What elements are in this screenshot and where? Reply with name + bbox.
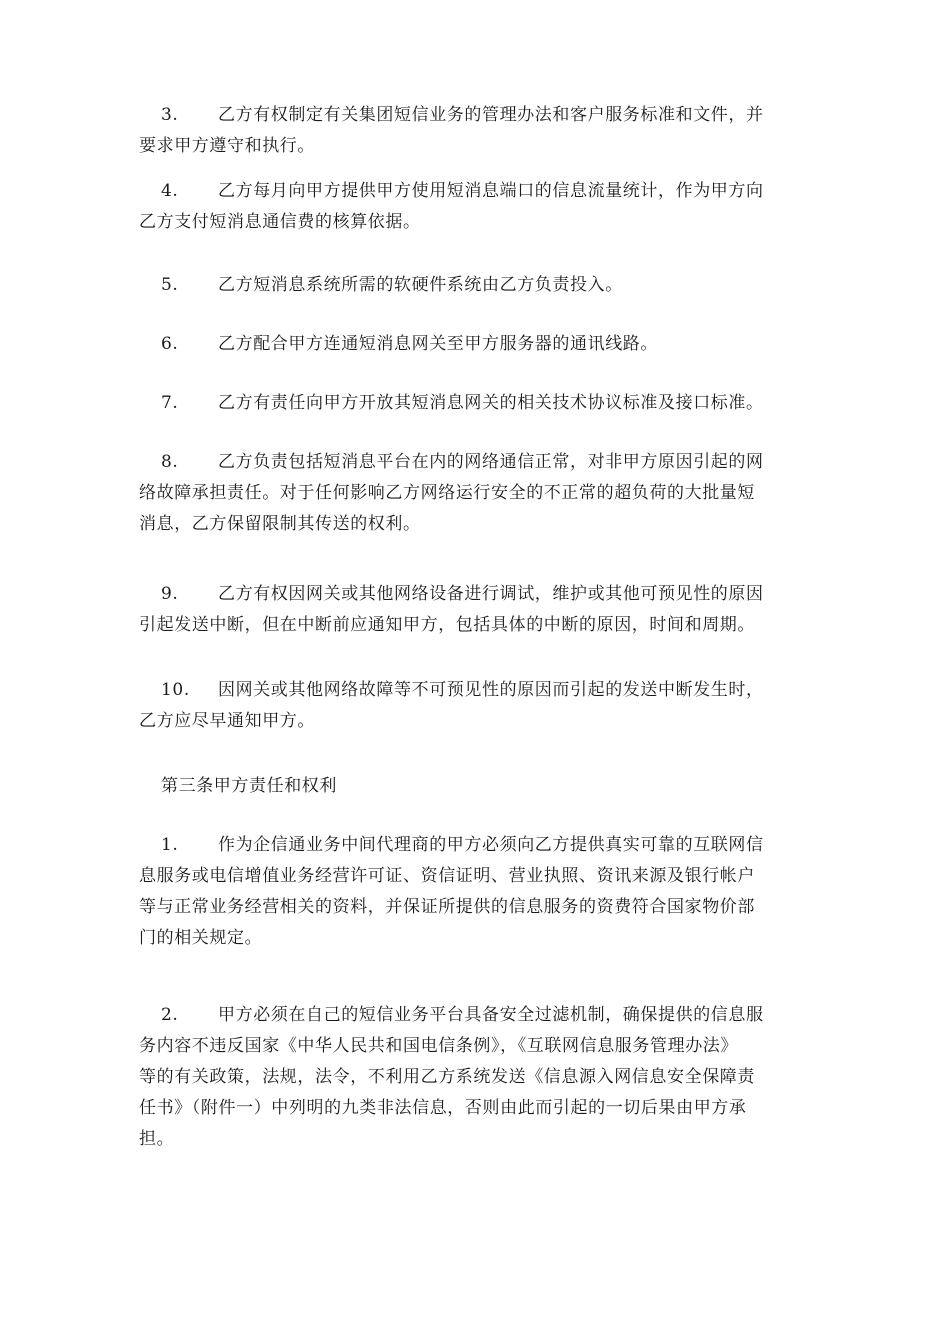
item-text-line: 乙方有责任向甲方开放其短消息网关的相关技术协议标准及接口标准。 — [218, 393, 764, 413]
clause-item-5 — [139, 270, 815, 301]
clause-item-10 — [139, 675, 815, 737]
section-heading: 第三条甲方责任和权利 — [161, 776, 337, 796]
item-text-line: 等的有关政策，法规，法令，不利用乙方系统发送《信息源入网信息安全保障责 — [139, 1067, 755, 1087]
item-number: 2. — [161, 1005, 179, 1025]
section-clause-item-1 — [139, 830, 815, 954]
clause-item-4 — [139, 176, 815, 238]
item-text-line: 消息，乙方保留限制其传送的权利。 — [139, 514, 421, 534]
clause-item-6 — [139, 329, 815, 360]
item-text-line: 乙方配合甲方连通短消息网关至甲方服务器的通讯线路。 — [218, 334, 658, 354]
item-text-line: 乙方短消息系统所需的软硬件系统由乙方负责投入。 — [218, 275, 623, 295]
item-number: 7. — [161, 393, 179, 413]
item-text-line: 要求甲方遵守和执行。 — [139, 136, 315, 156]
item-text-line: 乙方应尽早通知甲方。 — [139, 711, 315, 731]
item-text-line: 乙方有权因网关或其他网络设备进行调试，维护或其他可预见性的原因 — [218, 584, 764, 604]
clause-item-9 — [139, 579, 815, 641]
item-text-line: 务内容不违反国家《中华人民共和国电信条例》，《互联网信息服务管理办法》 — [139, 1036, 738, 1056]
item-number: 8. — [161, 452, 179, 472]
item-text-line: 担。 — [139, 1129, 175, 1149]
item-text-line: 息服务或电信增值业务经营许可证、资信证明、营业执照、资讯来源及银行帐户 — [139, 866, 755, 886]
item-text-line: 门的相关规定。 — [139, 928, 263, 948]
item-text-line: 乙方每月向甲方提供甲方使用短消息端口的信息流量统计，作为甲方向 — [218, 181, 764, 201]
item-number: 6. — [161, 334, 179, 354]
item-number: 3. — [161, 105, 179, 125]
item-text-line: 甲方必须在自己的短信业务平台具备安全过滤机制，确保提供的信息服 — [218, 1005, 764, 1025]
item-text-line: 等与正常业务经营相关的资料，并保证所提供的信息服务的资费符合国家物价部 — [139, 897, 755, 917]
item-number: 10. — [161, 680, 190, 700]
clause-item-7 — [139, 388, 815, 419]
item-number: 4. — [161, 181, 179, 201]
item-text-line: 络故障承担责任。对于任何影响乙方网络运行安全的不正常的超负荷的大批量短 — [139, 483, 755, 503]
item-number: 9. — [161, 584, 179, 604]
item-text-line: 乙方有权制定有关集团短信业务的管理办法和客户服务标准和文件，并 — [218, 105, 764, 125]
item-text-line: 乙方支付短消息通信费的核算依据。 — [139, 212, 421, 232]
item-text-line: 作为企信通业务中间代理商的甲方必须向乙方提供真实可靠的互联网信 — [218, 835, 764, 855]
item-text-line: 乙方负责包括短消息平台在内的网络通信正常，对非甲方原因引起的网 — [218, 452, 764, 472]
clause-item-3 — [139, 100, 815, 162]
item-text-line: 因网关或其他网络故障等不可预见性的原因而引起的发送中断发生时， — [218, 680, 764, 700]
clause-item-8 — [139, 447, 815, 540]
section-clause-item-2 — [139, 1000, 815, 1155]
item-number: 1. — [161, 835, 179, 855]
item-text-line: 引起发送中断，但在中断前应通知甲方，包括具体的中断的原因，时间和周期。 — [139, 615, 755, 635]
item-text-line: 任书》（附件一）中列明的九类非法信息，否则由此而引起的一切后果由甲方承 — [139, 1098, 747, 1118]
item-number: 5. — [161, 275, 179, 295]
